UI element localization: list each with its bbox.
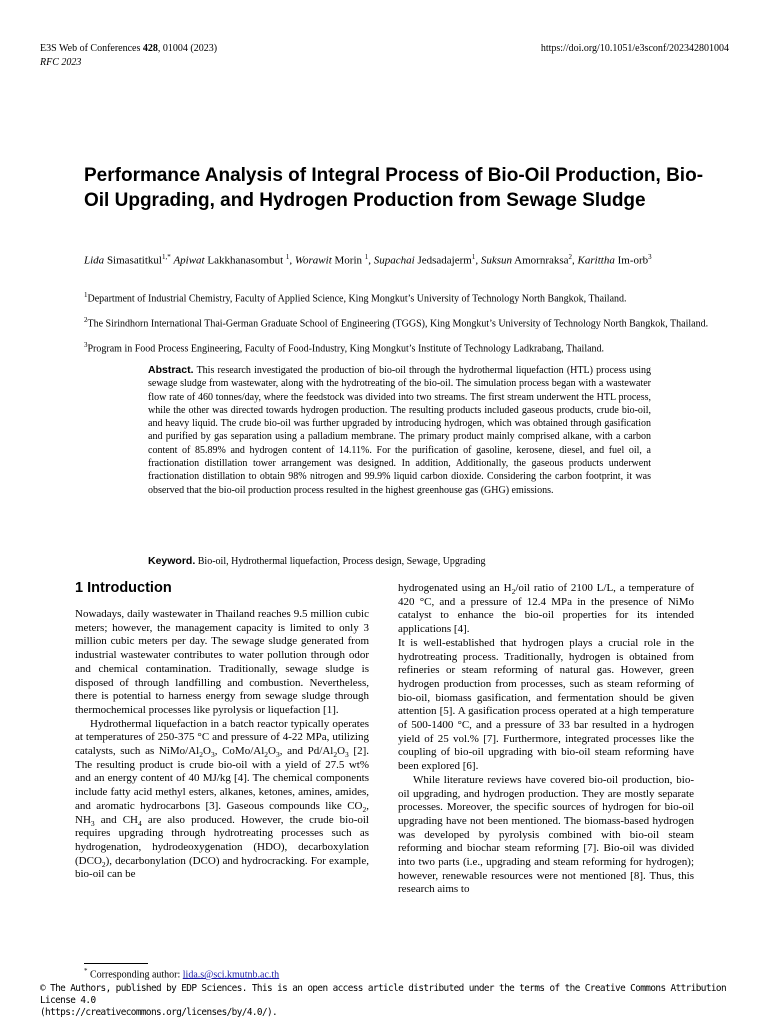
text-run: Hydrothermal liquefaction in a batch reactor typically operates at temperatures of 250-375 °C and pressure of 4-22 MPa, utilizing catalysts, such as NiMo/Al	[75, 717, 369, 758]
subscript: 3	[275, 750, 280, 760]
paper-title: Performance Analysis of Integral Process of Bio-Oil Production, Bio-Oil Upgrading, and Hydrogen Production from Sewage Sludge	[84, 165, 704, 211]
journal-prefix: E3S Web of Conferences	[40, 43, 143, 54]
affiliation	[84, 339, 724, 356]
author-affiliation-mark: 2	[568, 253, 573, 261]
author-last-name: Morin	[334, 254, 363, 267]
body-paragraph: While literature reviews have covered bio-oil production, bio-oil upgrading, and hydrogen production. They are mostly separate processes. Moreover, the specific sources of hydrogen for bio-oil upgrading have not been mentioned. The biomass-based hydrogen was developed by pyrolysis combined with bio-oil steam reforming and biochar steam reforming [7]. Bio-oil was divided into two parts (i.e., upgrading and steam reforming for hydrogen); however, renewable resources were not mentioned [8]. Thus, this research aims to	[398, 773, 694, 896]
subscript: 2	[511, 587, 516, 597]
text-run: are also produced. However, the crude bio-oil requires upgrading through hydrotreating processes such as hydrogenation, hydrodeoxygenation (HDO), decarboxylation (DCO	[75, 813, 369, 867]
author-separator: ,	[572, 254, 578, 267]
footnote-rule	[84, 963, 148, 964]
author-affiliation-mark: 1,*	[161, 253, 171, 261]
section-number: 1	[75, 580, 84, 596]
affiliation-number: 2	[84, 316, 88, 324]
text-run: , NH	[75, 799, 369, 826]
text-run: and CH	[94, 813, 138, 826]
author-first-name: Worawit	[294, 254, 332, 267]
text-run: hydrogenated using an H	[398, 582, 512, 594]
text-run: ), decarbonylation (DCO) and hydrocracking. For example, bio-oil can be	[75, 854, 369, 881]
body-paragraph: It is well-established that hydrogen plays a crucial role in the hydrotreating process. Traditionally, hydrogen is obtained from refineries or steam reforming of natural gas. However, green hydrogen production from processes, such as steam reforming of bio-oil, biomass gasification, and fermentation should be given attention [5]. A gasification process operated at a high temperature of 500-1400 °C, and a pressure of 33 bar resulted in a hydrogen yield of 25 vol.% [7]. Furthermore, integrated processes like the coupling of bio-oil upgrading with bio-oil steam reforming have been explored [6].	[398, 636, 694, 773]
subscript: 2	[264, 750, 269, 760]
body-paragraph: Nowadays, daily wastewater in Thailand reaches 9.5 million cubic meters; however, the management capacity is limited to only 3 million cubic meters per day. The sewage sludge generated from industrial wastewater contributes to water pollution through odor and chemical contamination. Traditionally, sewage sludge is disposed of through landfilling and combustion. Nevertheless, there is potential to harness energy from sewage sludge through thermochemical processes like pyrolysis or liquefaction [1].	[75, 608, 369, 716]
abstract-text: This research investigated the production of bio-oil through the hydrothermal liquefaction (HTL) process using sewage sludge from wastewater, along with the hydrotreating of the bio-oil. The simulation process began with a wastewater flow rate of 460 tonnes/day, where the feedstock was divided into two streams. The first stream underwent the HTL process, while the other was directed towards hydrogen production. The resulting products included gaseous products, crude bio-oil, and heavy liquid. The crude bio-oil was further upgraded by introducing hydrogen, which was obtained through gasification and purified by gas separation using a palladium membrane. The primary product mainly comprised alkane, with a carbon content of 85.89% and hydrogen content of 14.11%. For the purification of gasoline, kerosene, diesel, and fuel oil, a fractionation distillation tower arrangement was designed. In addition, Additionally, the gaseous products underwent fractionation distillation to obtain 98% nitrogen and 99.9% liquid carbon dioxide. Considering the carbon footprint, it was observed that the bio-oil production process resulted in the highest greenhouse gas (GHG) emissions.	[148, 365, 652, 496]
text-run: O	[337, 745, 346, 758]
affiliation-number: 1	[84, 291, 88, 299]
author-first-name: Lida	[84, 254, 105, 267]
subscript: 2	[362, 805, 367, 815]
doi-link[interactable]: https://doi.org/10.1051/e3sconf/202342801004	[540, 43, 729, 54]
author-separator: ,	[475, 254, 481, 267]
journal-volume: 428	[142, 43, 158, 54]
keywords-text: Bio-oil, Hydrothermal liquefaction, Process design, Sewage, Upgrading	[197, 556, 486, 567]
body-paragraph	[75, 718, 369, 882]
body-column-left	[75, 608, 369, 882]
text-run: , and Pd/Al	[279, 745, 334, 758]
author-first-name: Suksun	[480, 254, 513, 267]
author-affiliation-mark: 1	[285, 253, 290, 261]
affiliation-text: The Sirindhorn International Thai-German Graduate School of Engineering (TGGS), King Mongkut’s University of Technology North Bangkok, Thailand.	[87, 318, 709, 330]
text-run: [2]. The resulting product is crude bio-oil with a yield of 27.5 wt% and an energy content of 40 MJ/kg [4]. The chemical components include fatty acid methyl esters, alkanes, ketones, amines, amides, and aromatic hydrocarbons [3]. Gaseous compounds like CO	[75, 745, 370, 812]
keywords-label: Keyword.	[148, 555, 196, 567]
affiliation	[84, 289, 724, 306]
affiliation	[84, 314, 724, 331]
author-first-name: Apiwat	[173, 254, 205, 267]
author-separator: ,	[289, 254, 295, 267]
author-affiliation-mark: 1	[364, 253, 369, 261]
subscript: 2	[199, 750, 203, 760]
text-run: /oil ratio of 2100 L/L, a temperature of 420 °C, and a pressure of 12.4 MPa in the presence of NiMo catalyst to enhance the bio-oil properties for its intended applications [4].	[398, 582, 695, 636]
author-first-name: Karittha	[577, 254, 615, 267]
footnote-label: Corresponding author:	[90, 969, 183, 981]
subscript: 3	[345, 750, 349, 760]
section-heading	[75, 580, 172, 596]
author-affiliation-mark: 3	[648, 253, 652, 261]
author-list	[84, 250, 714, 268]
body-column-right	[398, 582, 694, 897]
body-paragraph	[398, 582, 694, 637]
affiliation-text: Department of Industrial Chemistry, Faculty of Applied Science, King Mongkut’s University of Technology North Bangkok, Thailand.	[87, 293, 627, 305]
journal-issue-year: , 01004 (2023)	[157, 43, 218, 54]
section-title: Introduction	[87, 580, 172, 596]
license-url[interactable]: (https://creativecommons.org/licenses/by/4.0/).	[40, 1007, 278, 1018]
text-run: O	[202, 745, 211, 758]
author-separator: ,	[368, 254, 374, 267]
license-line: © The Authors, published by EDP Sciences. This is an open access article distributed under the terms of the Creative Commons Attribution License 4.0	[40, 983, 727, 1006]
subscript: 4	[137, 818, 142, 828]
subscript: 3	[90, 818, 95, 828]
affiliation-text: Program in Food Process Engineering, Faculty of Food-Industry, King Mongkut’s Institute of Technology Ladkrabang, Thailand.	[87, 343, 605, 355]
subscript: 3	[210, 750, 215, 760]
subscript: 2	[101, 859, 106, 869]
footnote-mark: *	[84, 967, 88, 975]
author-last-name: Jedsadajerm	[417, 254, 472, 267]
author-first-name: Supachai	[373, 254, 415, 267]
conference-name: RFC 2023	[40, 57, 82, 68]
abstract-label: Abstract.	[148, 364, 194, 376]
author-last-name: Lakkhanasombut	[207, 254, 284, 267]
text-run: O	[268, 745, 276, 758]
affiliation-number: 3	[84, 341, 88, 349]
footnote	[84, 967, 279, 980]
author-last-name: Amornraksa	[514, 254, 569, 267]
author-last-name: Im-orb	[617, 254, 649, 267]
text-run: , CoMo/Al	[214, 745, 265, 758]
author-last-name: Simasatitkul	[106, 254, 162, 267]
subscript: 2	[333, 750, 338, 760]
license-notice	[40, 983, 730, 1019]
journal-name	[40, 43, 217, 54]
corresponding-email-link[interactable]: lida.s@sci.kmutnb.ac.th	[182, 969, 280, 981]
keywords	[148, 555, 651, 568]
author-affiliation-mark: 1	[471, 253, 476, 261]
abstract	[148, 364, 651, 497]
